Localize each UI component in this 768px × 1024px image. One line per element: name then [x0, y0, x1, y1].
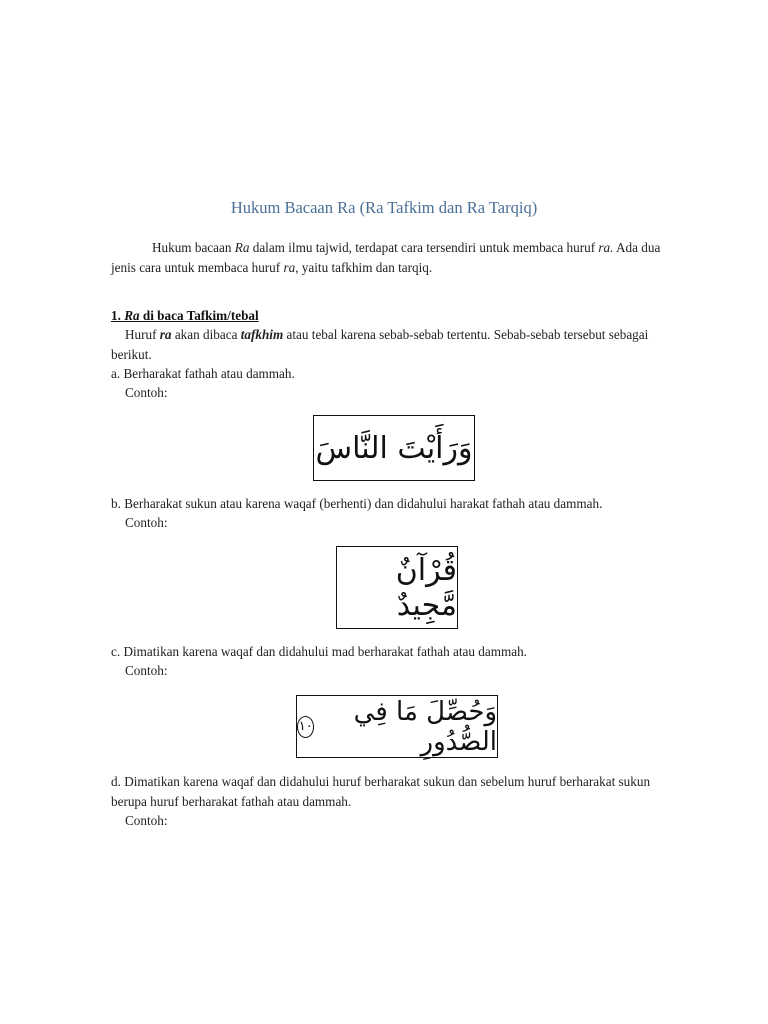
item-c-text: c. Dimatikan karena waqaf dan didahului mad berharakat fathah atau dammah. [111, 644, 527, 659]
item-a-text: a. Berharakat fathah atau dammah. [111, 366, 295, 381]
intro-ra-3: ra [283, 259, 296, 275]
item-b-example-label [111, 513, 671, 533]
section-description [111, 325, 671, 364]
item-d-example-label [111, 811, 671, 831]
item-b-text: b. Berharakat sukun atau karena waqaf (berhenti) dan didahului harakat fathah atau dammah. [111, 496, 603, 511]
arabic-example-c [296, 695, 498, 758]
example-label: Contoh: [125, 813, 168, 828]
desc-tafkhim: tafkhim [240, 327, 284, 342]
example-label: Contoh: [125, 515, 168, 530]
intro-text-4: , yaitu tafkhim dan tarqiq. [295, 259, 433, 275]
section-title-text: di baca Tafkim/tebal [139, 308, 259, 323]
item-a-example-label [111, 383, 671, 403]
item-c-example-label [111, 661, 671, 681]
desc-ra: ra [159, 327, 172, 342]
desc-text-2: akan dibaca [171, 327, 241, 342]
arabic-text: وَرَأَيْتَ النَّاسَ [315, 430, 473, 466]
intro-ra-1: Ra [234, 240, 250, 255]
section-number: 1. [111, 308, 125, 323]
intro-text-2: dalam ilmu tajwid, terdapat cara tersendiri untuk membaca huruf [249, 240, 599, 255]
document-title: Hukum Bacaan Ra (Ra Tafkim dan Ra Tarqiq) [230, 198, 538, 217]
arabic-text: قُرْآنٌ مَّجِيدٌ [395, 552, 457, 623]
arabic-example-a [313, 415, 475, 481]
intro-text-3: Ada dua jenis cara untuk membaca huruf [111, 240, 661, 275]
arabic-text: وَحُصِّلَ مَا فِي الصُّدُورِ [353, 696, 497, 757]
intro-paragraph [111, 238, 671, 277]
ayah-number: ١٠ [297, 716, 314, 738]
arabic-example-b [336, 546, 458, 629]
example-label: Contoh: [125, 385, 168, 400]
section-heading [111, 306, 671, 326]
desc-text-3: atau tebal karena sebab-sebab tertentu. Sebab-sebab tersebut sebagai berikut. [111, 327, 649, 362]
intro-ra-2: ra. [598, 240, 614, 255]
intro-text-1: Hukum bacaan [152, 240, 235, 255]
desc-text-1: Huruf [125, 327, 160, 342]
item-d-text: d. Dimatikan karena waqaf dan didahului huruf berharakat sukun dan sebelum huruf berharakat sukun berupa huruf berharakat fathah atau dammah. [111, 774, 651, 809]
section-ra: Ra [124, 308, 140, 323]
example-label: Contoh: [125, 663, 168, 678]
